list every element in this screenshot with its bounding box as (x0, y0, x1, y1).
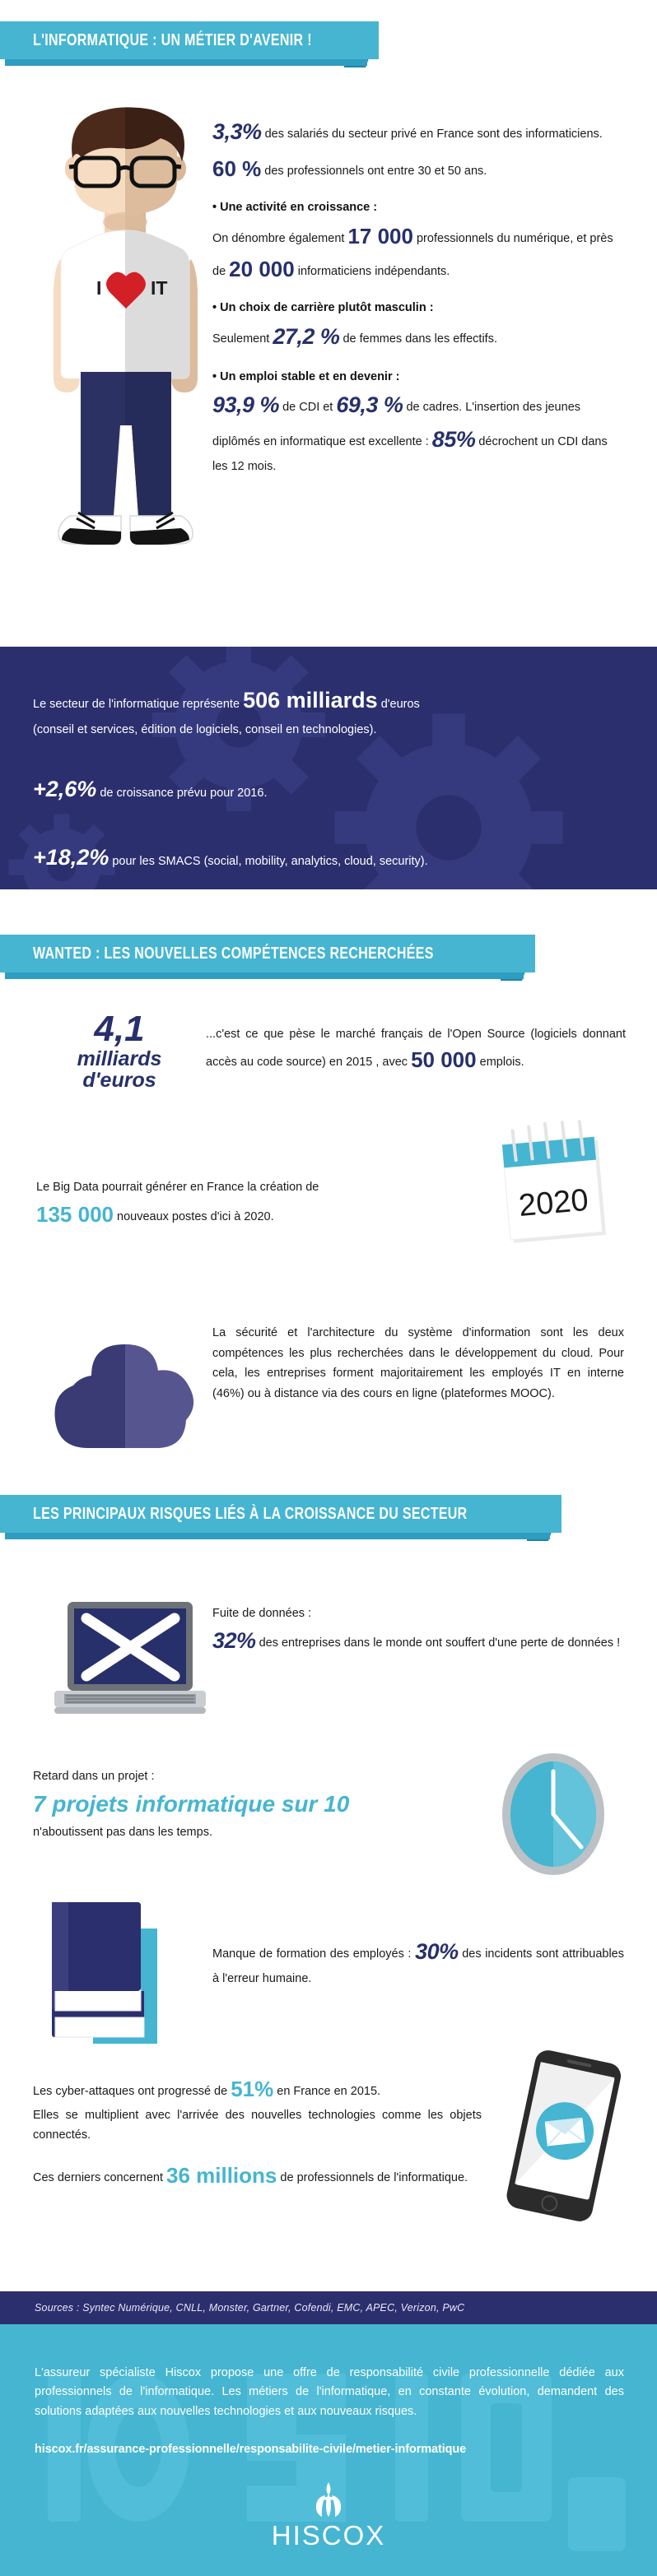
bigdata-line-2 (36, 1198, 497, 1231)
risks-banner (0, 1495, 561, 1533)
intro-bullet-3-body (212, 388, 624, 476)
bigdata-line-1: Le Big Data pourrait générer en France la création de (36, 1181, 319, 1194)
opensource-jobs-number: 50 000 (411, 1047, 477, 1073)
growth-stat-1-number: +2,6% (33, 777, 97, 801)
intro-bullet-1-pre: On dénombre également (212, 231, 348, 245)
hiscox-logo (0, 2481, 657, 2551)
intro-bullet-2-post: de femmes dans les effectifs. (339, 332, 497, 346)
intro-stat-2-value: 60 % (212, 155, 262, 181)
opensource-number: 4,1 (94, 1009, 145, 1049)
risks-banner-bar (0, 1495, 561, 1533)
growth-stat-2-text: pour les SMACS (social, mobility, analytics, cloud, security). (109, 854, 428, 868)
market-value-line-2: (conseil et services, édition de logiciels, conseil en technologies). (33, 723, 377, 737)
intro-bullet-1-num-2: 20 000 (229, 256, 295, 281)
growth-stat-2 (33, 841, 626, 875)
intro-bullet-3-mid-1: de CDI et (279, 400, 337, 414)
opensource-figure (49, 1010, 189, 1092)
smartphone-mail-icon (494, 2049, 634, 2221)
data-leak-number: 32% (212, 1628, 256, 1654)
intro-bullet-2-num: 27,2 % (273, 323, 340, 349)
header-banner-shadow (5, 59, 367, 66)
project-delay-head: Retard dans un projet : (33, 1770, 155, 1783)
intro-stat-1-value: 3,3% (212, 119, 262, 144)
cyber-line-3-pre: Ces derniers concernent (33, 2171, 166, 2185)
opensource-unit-line-2: d'euros (82, 1069, 156, 1093)
intro-bullet-3-num-1: 93,9 % (212, 392, 280, 417)
calendar-icon (494, 1117, 617, 1245)
intro-bullet-2-body (212, 320, 624, 355)
market-value-post: d'euros (377, 698, 420, 711)
opensource-post: emplois. (476, 1056, 524, 1070)
intro-bullet-1-head: • Une activité en croissance : (212, 201, 378, 215)
tshirt-left-letter: I (96, 277, 102, 299)
project-delay-post: n'aboutissent pas dans les temps. (33, 1825, 212, 1839)
intro-text-block (212, 115, 624, 478)
project-delay-big-line (33, 1786, 478, 1822)
intro-bullet-3-mid-2: de cadres. L'insertion des jeunes diplômés en informatique est excellente : (212, 400, 581, 448)
growth-stat-2-number: +18,2% (33, 844, 110, 870)
opensource-unit-line-1: milliards (77, 1047, 162, 1071)
data-leak-text-block (212, 1604, 624, 1659)
cloud-icon (45, 1333, 206, 1477)
promo-paragraph: L'assureur spécialiste Hiscox propose une offre de responsabilité civile professionnelle dédiée aux professionnels de l'informatique. Les métiers de l'informatique, en constante évolution, demandent des solutions adaptées aux nouvelles technologies et aux nouveaux risques. (35, 2366, 624, 2418)
training-post: des incidents sont attribuables à l'erreur humaine. (212, 1947, 625, 1985)
market-value-number: 506 milliards (243, 688, 378, 712)
cyber-line-1 (33, 2072, 482, 2106)
tshirt-right-letters: IT (151, 277, 168, 299)
fleur-de-lis-icon (312, 2481, 345, 2518)
wanted-banner-label: WANTED : LES NOUVELLES COMPÉTENCES RECHERCHÉES (33, 944, 434, 963)
intro-bullet-1-mid: professionnels du numérique, et près de (212, 231, 613, 278)
intro-bullet-2-pre: Seulement (212, 332, 273, 346)
cyber-attacks-text-block (33, 2072, 482, 2193)
cyber-number: 51% (231, 2077, 274, 2101)
header-banner (0, 21, 379, 59)
developer-illustration (45, 107, 206, 564)
cyber-line-3-post: de professionnels de l'informatique. (277, 2171, 468, 2185)
intro-bullet-1-num-1: 17 000 (347, 223, 413, 248)
intro-bullet-2-head: • Un choix de carrière plutôt masculin : (212, 301, 434, 315)
intro-bullet-1-body (212, 220, 624, 286)
hiscox-wordmark: HISCOX (271, 2520, 386, 2550)
project-delay-statistic: 7 projets informatique sur 10 (33, 1791, 350, 1817)
wanted-banner-shadow (5, 972, 524, 979)
promo-band (0, 2324, 657, 2576)
intro-stat-1-text: des salariés du secteur privé en France sont des informaticiens. (261, 128, 603, 141)
data-leak-head: Fuite de données : (212, 1607, 312, 1620)
data-leak-body (212, 1624, 624, 1659)
sources-text: Sources : Syntec Numérique, CNLL, Monster, Gartner, Cofendi, EMC, APEC, Verizon, PwC (35, 2302, 465, 2314)
cyber-line-3 (33, 2158, 482, 2193)
cyber-line-3-number: 36 millions (166, 2163, 277, 2188)
intro-section (0, 70, 657, 629)
clock-icon (494, 1751, 613, 1878)
books-icon (45, 1894, 189, 2046)
promo-url[interactable]: hiscox.fr/assurance-professionnelle/responsabilite-civile/metier-informatique (35, 2443, 467, 2457)
market-value-content (33, 681, 626, 874)
intro-bullet-3-num-3: 85% (431, 426, 476, 452)
wanted-banner-bar (0, 935, 535, 972)
training-pre: Manque de formation des employés : (212, 1947, 416, 1961)
training-number: 30% (415, 1939, 459, 1964)
intro-bullet-3-post: décrochent un CDI dans les 12 mois. (212, 434, 608, 473)
market-value-line-1 (33, 681, 626, 720)
risks-banner-shadow (5, 1533, 550, 1539)
growth-stat-1-text: de croissance prévu pour 2016. (96, 787, 268, 800)
risks-banner-label: LES PRINCIPAUX RISQUES LIÉS À LA CROISSANCE DU SECTEUR (33, 1504, 468, 1523)
training-text-block (212, 1935, 624, 1988)
bigdata-text-block (36, 1178, 497, 1232)
intro-bullet-3-num-2: 69,3 % (336, 392, 403, 417)
intro-bullet-3-head: • Un emploi stable et en devenir : (212, 369, 400, 383)
cyber-line-2: Elles se multiplient avec l'arrivée des nouvelles technologies comme les objets connectés. (33, 2109, 482, 2142)
sources-band (0, 2291, 657, 2324)
data-leak-text: des entreprises dans le monde ont souffert d'une perte de données ! (255, 1636, 621, 1650)
bigdata-number: 135 000 (36, 1202, 114, 1228)
intro-bullet-1-post: informaticiens indépendants. (294, 264, 450, 278)
wanted-banner (0, 935, 535, 972)
intro-stat-2 (212, 152, 624, 185)
opensource-text-block (206, 1025, 626, 1077)
cloud-text-block: La sécurité et l'architecture du système d'information sont les deux compétences les plus recherchées dans le développement du cloud. Pour cela, les entreprises forment majoritairement les employés IT en interne (46%) ou à distance via des cours en ligne (plateformes MOOC). (212, 1326, 624, 1400)
cyber-pre: Les cyber-attaques ont progressé de (33, 2085, 231, 2098)
laptop-data-loss-icon (49, 1600, 222, 1720)
cyber-post: en France en 2015. (273, 2085, 381, 2098)
intro-stat-1 (212, 115, 624, 150)
opensource-pre: ...c'est ce que pèse le marché français de l'Open Source (logiciels donnant accès au code source) en 2015 , avec (206, 1028, 626, 1070)
intro-stat-2-text: des professionnels ont entre 30 et 50 ans. (261, 164, 487, 178)
project-delay-text-block (33, 1767, 478, 1841)
header-banner-label: L'INFORMATIQUE : UN MÉTIER D'AVENIR ! (33, 30, 312, 49)
header-banner-bar (0, 21, 379, 59)
market-value-pre: Le secteur de l'informatique représente (33, 698, 244, 711)
bigdata-post: nouveaux postes d'ici à 2020. (113, 1210, 274, 1224)
promo-content (35, 2364, 624, 2456)
growth-stat-1 (33, 773, 626, 806)
market-value-band (0, 647, 657, 889)
calendar-year-label: 2020 (517, 1182, 590, 1223)
